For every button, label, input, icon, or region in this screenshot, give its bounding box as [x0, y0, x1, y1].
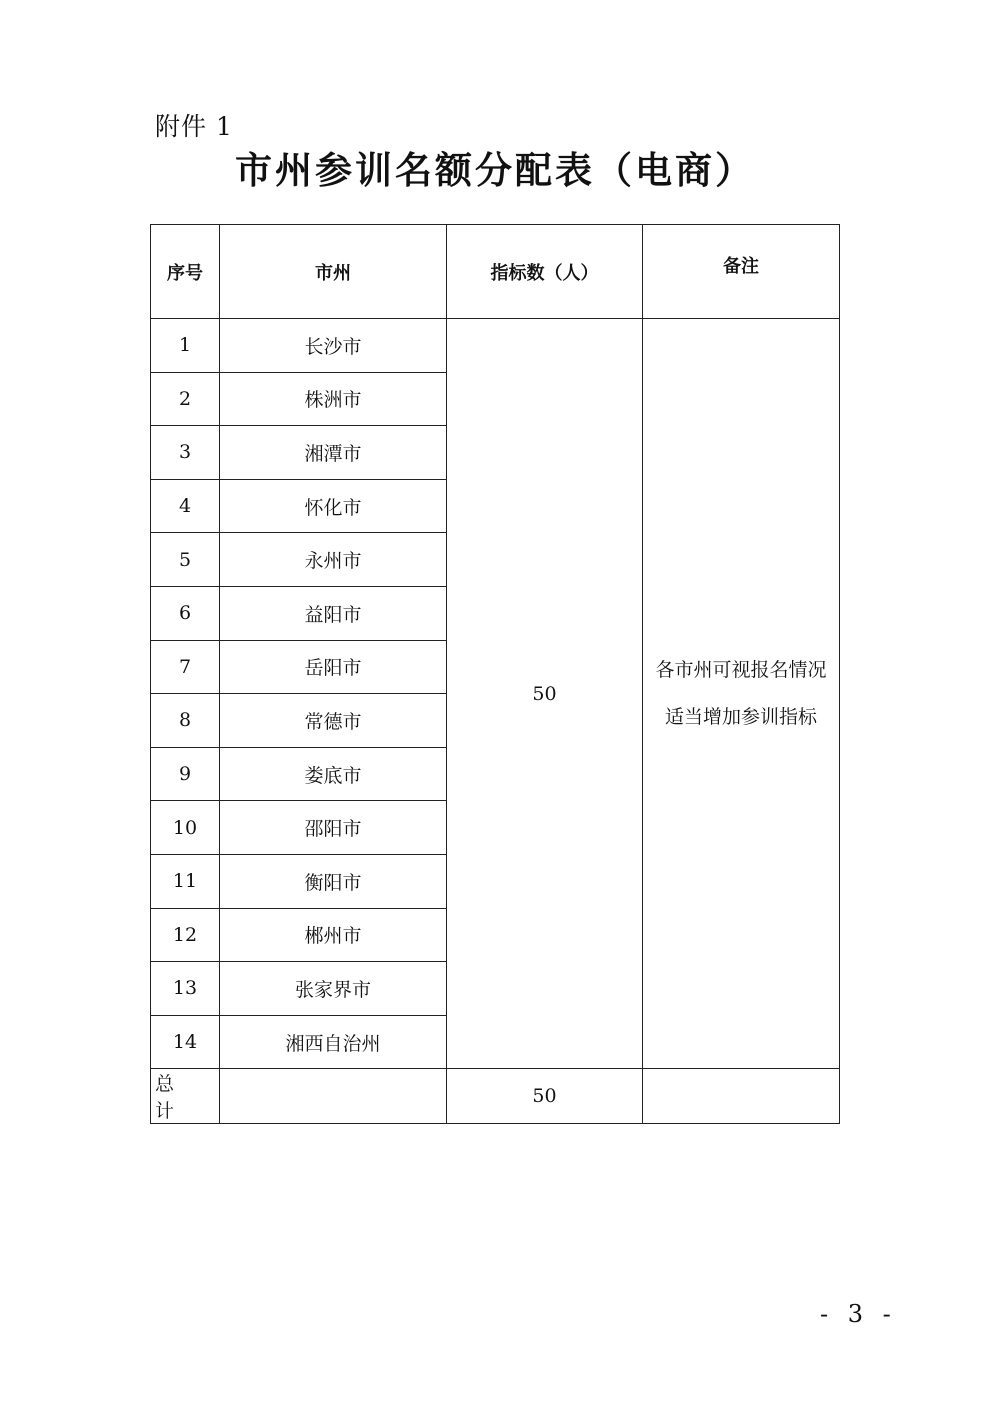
quota-cell: 50 — [447, 319, 643, 1069]
table-header-row — [151, 225, 840, 319]
row-index: 7 — [151, 640, 220, 694]
allocation-table — [150, 224, 840, 1124]
row-city: 衡阳市 — [220, 854, 447, 908]
total-label: 总 计 — [151, 1069, 220, 1124]
row-city: 株洲市 — [220, 372, 447, 426]
total-city-empty — [220, 1069, 447, 1124]
total-value: 50 — [447, 1069, 643, 1124]
header-note: 备注 — [643, 225, 840, 319]
row-index: 6 — [151, 586, 220, 640]
row-city: 娄底市 — [220, 747, 447, 801]
page-title: 市州参训名额分配表（电商） — [235, 149, 755, 192]
row-city: 湘潭市 — [220, 426, 447, 480]
note-line-2: 适当增加参训指标 — [664, 705, 817, 728]
header-index: 序号 — [151, 225, 220, 319]
total-row — [151, 1069, 840, 1124]
row-index: 3 — [151, 426, 220, 480]
row-city: 邵阳市 — [220, 801, 447, 855]
row-index: 14 — [151, 1015, 220, 1069]
table-row — [151, 319, 840, 373]
row-city: 郴州市 — [220, 908, 447, 962]
row-index: 13 — [151, 962, 220, 1016]
row-index: 2 — [151, 372, 220, 426]
row-city: 长沙市 — [220, 319, 447, 373]
total-note-empty — [643, 1069, 840, 1124]
row-index: 10 — [151, 801, 220, 855]
row-city: 湘西自治州 — [220, 1015, 447, 1069]
header-city: 市州 — [220, 225, 447, 319]
row-city: 张家界市 — [220, 962, 447, 1016]
attachment-label: 附件 1 — [155, 112, 233, 141]
row-city: 常德市 — [220, 694, 447, 748]
row-index: 12 — [151, 908, 220, 962]
note-cell — [643, 319, 840, 1069]
row-city: 益阳市 — [220, 586, 447, 640]
note-line-1: 各市州可视报名情况 — [655, 658, 827, 681]
header-quota: 指标数（人） — [447, 225, 643, 319]
row-city: 永州市 — [220, 533, 447, 587]
row-city: 岳阳市 — [220, 640, 447, 694]
row-city: 怀化市 — [220, 479, 447, 533]
row-index: 5 — [151, 533, 220, 587]
row-index: 9 — [151, 747, 220, 801]
row-index: 4 — [151, 479, 220, 533]
row-index: 1 — [151, 319, 220, 373]
page-number: - 3 - — [820, 1300, 897, 1328]
row-index: 8 — [151, 694, 220, 748]
row-index: 11 — [151, 854, 220, 908]
